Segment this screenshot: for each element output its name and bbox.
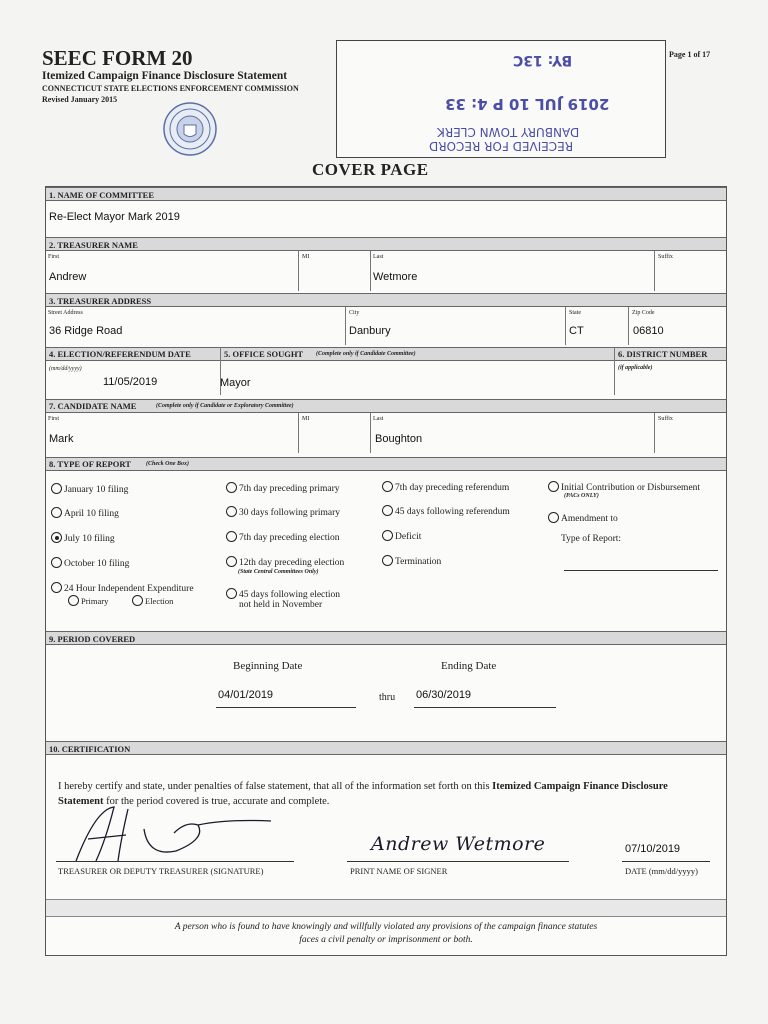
treasurer-signature <box>66 799 276 869</box>
penalty-notice <box>46 921 726 947</box>
section4-header: 4. ELECTION/REFERENDUM DATE <box>49 349 191 359</box>
date-label: DATE (mm/dd/yyyy) <box>625 866 698 876</box>
option-deficit[interactable] <box>382 530 421 542</box>
option-label: 7th day preceding primary <box>239 484 340 494</box>
option-july-10[interactable] <box>51 532 115 544</box>
pacs-only-note: (PACs ONLY) <box>564 493 599 499</box>
option-7th-primary[interactable] <box>226 482 340 494</box>
option-april-10[interactable] <box>51 507 119 519</box>
radio-icon[interactable] <box>548 512 559 523</box>
beginning-date[interactable]: 04/01/2019 <box>218 689 274 701</box>
election-date[interactable]: 11/05/2019 <box>103 376 158 388</box>
option-label: 30 days following primary <box>239 508 341 518</box>
ending-date-label: Ending Date <box>441 660 497 672</box>
cert-text-a: I hereby certify and state, under penalties of false statement, that all of the information set forth on this <box>58 781 493 792</box>
certification-date[interactable]: 07/10/2019 <box>625 843 681 855</box>
option-january-10[interactable] <box>51 483 128 495</box>
first-label: First <box>48 254 60 260</box>
option-label: January 10 filing <box>64 485 129 495</box>
thru-label: thru <box>379 692 396 703</box>
stamp-by: BY: 13C <box>513 52 573 68</box>
state-label: State <box>569 310 581 316</box>
radio-icon[interactable] <box>68 595 79 606</box>
stamp-date: 2019 JUL 10 P 4: 33 <box>445 95 610 113</box>
candidate-first-label: First <box>48 416 60 422</box>
candidate-last-label: Last <box>373 416 384 422</box>
received-stamp <box>336 40 666 158</box>
radio-icon[interactable] <box>226 506 237 517</box>
section6-header: 6. DISTRICT NUMBER <box>618 349 708 359</box>
radio-icon[interactable] <box>51 483 62 494</box>
radio-icon[interactable] <box>382 555 393 566</box>
commission-name: CONNECTICUT STATE ELECTIONS ENFORCEMENT COMMISSION <box>42 84 299 93</box>
central-committee-note: (State Central Committees Only) <box>238 569 319 575</box>
radio-icon[interactable] <box>382 481 393 492</box>
page-number: Page 1 of 17 <box>669 50 711 59</box>
radio-icon[interactable] <box>382 530 393 541</box>
treasurer-first[interactable]: Andrew <box>49 271 87 283</box>
treasurer-state[interactable]: CT <box>569 325 584 337</box>
treasurer-zip[interactable]: 06810 <box>633 325 664 337</box>
option-label: 7th day preceding election <box>239 533 340 543</box>
radio-icon[interactable] <box>226 482 237 493</box>
radio-icon[interactable] <box>548 481 559 492</box>
section9-header: 9. PERIOD COVERED <box>46 631 726 645</box>
option-label: 7th day preceding referendum <box>395 483 510 493</box>
option-45-referendum[interactable] <box>382 505 510 517</box>
treasurer-city[interactable]: Danbury <box>349 325 391 337</box>
radio-icon[interactable] <box>382 505 393 516</box>
beginning-date-label: Beginning Date <box>233 660 303 672</box>
option-45-election[interactable] <box>226 588 340 600</box>
section8-note: (Check One Box) <box>146 461 189 467</box>
candidate-first[interactable]: Mark <box>49 433 74 445</box>
treasurer-last[interactable]: Wetmore <box>373 271 418 283</box>
date-format-label: (mm/dd/yyyy) <box>49 366 82 372</box>
zip-label: Zip Code <box>632 310 655 316</box>
option-october-10[interactable] <box>51 557 129 569</box>
form-subtitle: Itemized Campaign Finance Disclosure Statement <box>42 70 288 82</box>
option-amendment[interactable] <box>548 512 618 524</box>
section5-note: (Complete only if Candidate Committee) <box>316 351 416 357</box>
radio-icon[interactable] <box>132 595 143 606</box>
penalty-line1: A person who is found to have knowingly and willfully violated any provisions of the campaign finance statutes <box>174 922 598 932</box>
section7-header: 7. CANDIDATE NAME <box>49 401 137 411</box>
candidate-suffix-label: Suffix <box>658 416 673 422</box>
mi-label: MI <box>302 254 310 260</box>
option-24h-primary[interactable] <box>68 595 108 606</box>
option-label: October 10 filing <box>64 559 130 569</box>
section1-header: 1. NAME OF COMMITTEE <box>46 187 726 201</box>
street-label: Street Address <box>48 310 83 316</box>
option-45-election-line2: not held in November <box>239 600 323 610</box>
amendment-type-input[interactable] <box>564 570 718 571</box>
option-7th-referendum[interactable] <box>382 481 509 493</box>
section7-header-bar <box>46 399 726 413</box>
radio-icon[interactable] <box>226 556 237 567</box>
option-12th-election[interactable] <box>226 556 344 568</box>
option-termination[interactable] <box>382 555 441 567</box>
candidate-last[interactable]: Boughton <box>375 433 423 445</box>
stamp-received: RECEIVED FOR RECORD <box>429 139 574 153</box>
option-label: 45 days following referendum <box>395 507 510 517</box>
section2-header: 2. TREASURER NAME <box>46 237 726 251</box>
section10-header: 10. CERTIFICATION <box>46 741 726 755</box>
ending-date[interactable]: 06/30/2019 <box>416 689 472 701</box>
option-24h-election[interactable] <box>132 595 173 606</box>
option-label: Termination <box>395 557 442 567</box>
radio-selected-icon[interactable] <box>51 532 62 543</box>
form-title: SEEC FORM 20 <box>42 46 193 70</box>
section8-header: 8. TYPE OF REPORT <box>49 459 131 469</box>
option-7th-election[interactable] <box>226 531 340 543</box>
option-label: April 10 filing <box>64 509 119 519</box>
office-sought[interactable]: Mayor <box>220 377 251 389</box>
radio-icon[interactable] <box>51 507 62 518</box>
stamp-clerk: DANBURY TOWN CLERK <box>437 125 580 139</box>
cert-text-b: for the period covered is true, accurate and complete. <box>103 796 330 807</box>
option-label: Election <box>145 596 174 606</box>
section5-header: 5. OFFICE SOUGHT <box>224 349 304 359</box>
option-30-primary[interactable] <box>226 506 340 518</box>
treasurer-street[interactable]: 36 Ridge Road <box>49 325 123 337</box>
printed-signer-name[interactable]: Andrew Wetmore <box>371 833 546 855</box>
radio-icon[interactable] <box>226 588 237 599</box>
option-label: 12th day preceding election <box>239 558 345 568</box>
candidate-mi-label: MI <box>302 416 310 422</box>
suffix-label: Suffix <box>658 254 673 260</box>
option-label: July 10 filing <box>64 534 115 544</box>
radio-icon[interactable] <box>51 557 62 568</box>
radio-icon[interactable] <box>226 531 237 542</box>
cert-text-bold: Itemized Campaign Finance Disclosure Statement <box>58 781 668 807</box>
last-label: Last <box>373 254 384 260</box>
print-name-label: PRINT NAME OF SIGNER <box>350 866 448 876</box>
cover-page-title: COVER PAGE <box>312 160 429 179</box>
type-of-report-label: Type of Report: <box>561 534 622 544</box>
state-seal-icon <box>162 101 218 157</box>
city-label: City <box>349 310 360 316</box>
option-24-hour[interactable] <box>51 582 194 594</box>
signature-label: TREASURER OR DEPUTY TREASURER (SIGNATURE) <box>58 866 264 876</box>
committee-name[interactable]: Re-Elect Mayor Mark 2019 <box>49 211 180 223</box>
section7-note: (Complete only if Candidate or Exploratory Committee) <box>156 403 294 409</box>
section3-header: 3. TREASURER ADDRESS <box>46 293 726 307</box>
section6-note: (if applicable) <box>618 365 653 371</box>
option-label: Primary <box>81 596 109 606</box>
option-label: Deficit <box>395 532 422 542</box>
form-body <box>45 186 727 956</box>
option-label: 24 Hour Independent Expenditure <box>64 584 194 594</box>
option-label: Amendment to <box>561 514 618 524</box>
option-label: 45 days following election <box>239 590 341 600</box>
penalty-line2: faces a civil penalty or imprisonment or both. <box>299 935 473 945</box>
revised-date: Revised January 2015 <box>42 95 118 104</box>
option-initial-contribution[interactable] <box>548 481 700 493</box>
option-label: Initial Contribution or Disbursement <box>561 483 701 493</box>
radio-icon[interactable] <box>51 582 62 593</box>
